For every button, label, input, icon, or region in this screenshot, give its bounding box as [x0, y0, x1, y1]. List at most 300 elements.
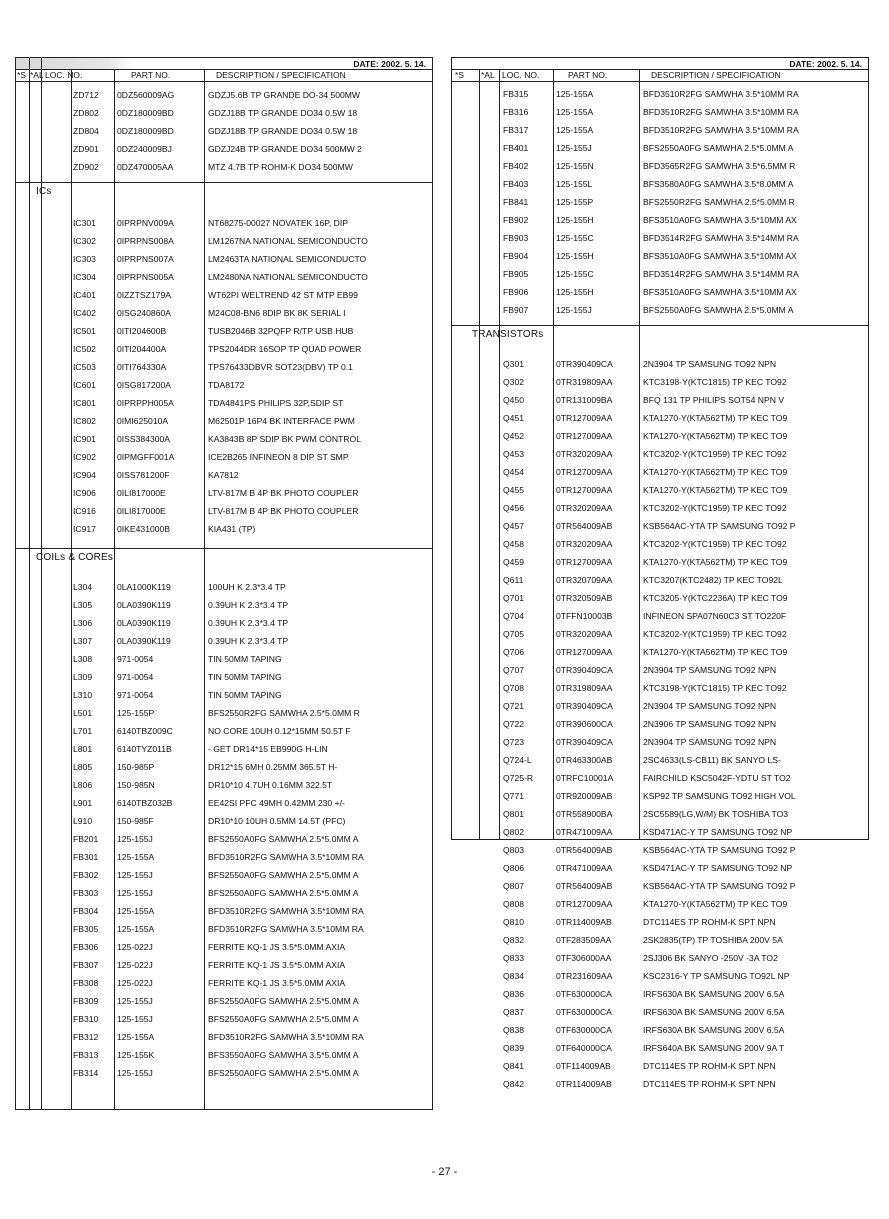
- description-cell: GDZJ18B TP GRANDE DO34 0.5W 18: [208, 108, 358, 118]
- description-cell: KTC3205-Y(KTC2236A) TP KEC TO9: [643, 593, 788, 603]
- part-no-cell: 0TR320209AA: [556, 503, 613, 513]
- description-cell: FERRITE KQ-1 JS 3.5*5.0MM AXIA: [208, 942, 346, 952]
- loc-no-cell: FB313: [73, 1050, 99, 1060]
- part-no-cell: 0DZ180009BD: [117, 126, 174, 136]
- description-cell: LM1267NA NATIONAL SEMICONDUCTO: [208, 236, 368, 246]
- part-no-cell: 125-022J: [117, 942, 153, 952]
- part-no-cell: 0IPRPNS005A: [117, 272, 174, 282]
- table-row: [16, 578, 432, 596]
- part-no-cell: 0TR114009AB: [556, 917, 612, 927]
- description-cell: BFS2550A0FG SAMWHA 2.5*5.0MM A: [643, 143, 794, 153]
- part-no-cell: 0TR127009AA: [556, 647, 613, 657]
- description-cell: 2N3904 TP SAMSUNG TO92 NPN: [643, 701, 777, 711]
- loc-no-cell: ZD804: [73, 126, 99, 136]
- loc-no-cell: Q842: [503, 1079, 525, 1089]
- col-s-header: *S: [17, 70, 26, 80]
- description-cell: KTC3207(KTC2482) TP KEC TO92L: [643, 575, 783, 585]
- part-no-cell: 0IPMGFF001A: [117, 452, 175, 462]
- part-no-cell: 0TR390409CA: [556, 359, 613, 369]
- loc-no-cell: Q458: [503, 539, 525, 549]
- description-cell: BFS2550A0FG SAMWHA 2.5*5.0MM A: [208, 834, 359, 844]
- loc-no-cell: L501: [73, 708, 93, 718]
- table-row: [452, 733, 868, 751]
- table-row: [452, 823, 868, 841]
- description-cell: BFD3514R2FG SAMWHA 3.5*14MM RA: [643, 233, 799, 243]
- part-no-cell: 0TR390600CA: [556, 719, 613, 729]
- table-row: [452, 445, 868, 463]
- part-no-cell: 125-155A: [117, 852, 155, 862]
- part-no-cell: 0TR231609AA: [556, 971, 613, 981]
- section-rule: [16, 182, 432, 183]
- loc-no-cell: Q807: [503, 881, 525, 891]
- loc-no-cell: ZD902: [73, 162, 99, 172]
- table-row: [16, 758, 432, 776]
- part-no-cell: 0IPRPPH005A: [117, 398, 174, 408]
- table-row: [452, 643, 868, 661]
- table-row: [452, 1003, 868, 1021]
- loc-no-cell: Q708: [503, 683, 525, 693]
- description-cell: M62501P 16P4 BK INTERFACE PWM: [208, 416, 355, 426]
- loc-no-cell: Q453: [503, 449, 525, 459]
- part-no-cell: 0DZ470005AA: [117, 162, 174, 172]
- col-desc-header: DESCRIPTION / SPECIFICATION: [651, 70, 781, 80]
- part-no-cell: 0ITI764330A: [117, 362, 167, 372]
- table-row: [452, 517, 868, 535]
- description-cell: BFS2550A0FG SAMWHA 2.5*5.0MM A: [208, 1068, 359, 1078]
- part-no-cell: 125-155K: [117, 1050, 155, 1060]
- loc-no-cell: ZD901: [73, 144, 99, 154]
- table-row: [452, 355, 868, 373]
- table-row: [452, 463, 868, 481]
- table-row: [16, 104, 432, 122]
- description-cell: DTC114ES TP ROHM-K SPT NPN: [643, 1061, 776, 1071]
- description-cell: DR10*10 10UH 0.5MM 14.5T (PFC): [208, 816, 346, 826]
- table-row: [16, 920, 432, 938]
- part-no-cell: 0TR127009AA: [556, 557, 613, 567]
- part-no-cell: 0TR564009AB: [556, 845, 613, 855]
- part-no-cell: 0TR920009AB: [556, 791, 613, 801]
- loc-no-cell: FB902: [503, 215, 529, 225]
- table-row: [16, 668, 432, 686]
- description-cell: MTZ 4.7B TP ROHM-K DO34 500MW: [208, 162, 353, 172]
- description-cell: TPS76433DBVR SOT23(DBV) TP 0.1: [208, 362, 353, 372]
- table-row: [16, 122, 432, 140]
- loc-no-cell: IC501: [73, 326, 96, 336]
- section-rule: [16, 548, 432, 549]
- loc-no-cell: Q457: [503, 521, 525, 531]
- table-row: [452, 715, 868, 733]
- col-part-header: PART NO.: [131, 70, 171, 80]
- table-row: [16, 466, 432, 484]
- description-cell: 2N3904 TP SAMSUNG TO92 NPN: [643, 665, 777, 675]
- part-no-cell: 0TR127009AA: [556, 413, 613, 423]
- loc-no-cell: Q451: [503, 413, 525, 423]
- loc-no-cell: Q802: [503, 827, 525, 837]
- description-cell: GDZJ24B TP GRANDE DO34 500MW 2: [208, 144, 362, 154]
- part-no-cell: 0TF640000CA: [556, 1043, 612, 1053]
- part-no-cell: 0TR390409CA: [556, 665, 613, 675]
- table-row: [452, 805, 868, 823]
- loc-no-cell: L304: [73, 582, 93, 592]
- loc-no-cell: FB403: [503, 179, 529, 189]
- table-row: [16, 938, 432, 956]
- loc-no-cell: FB308: [73, 978, 99, 988]
- table-row: [16, 250, 432, 268]
- description-cell: KSP92 TP SAMSUNG TO92 HIGH VOL: [643, 791, 796, 801]
- description-cell: DR12*15 6MH 0.25MM 365.5T H-: [208, 762, 338, 772]
- loc-no-cell: Q834: [503, 971, 525, 981]
- loc-no-cell: L308: [73, 654, 93, 664]
- loc-no-cell: IC503: [73, 362, 96, 372]
- table-row: [16, 722, 432, 740]
- description-cell: BFS2550A0FG SAMWHA 2.5*5.0MM A: [208, 1014, 359, 1024]
- description-cell: KTA1270-Y(KTA562TM) TP KEC TO9: [643, 467, 788, 477]
- part-no-cell: 0TR558900BA: [556, 809, 613, 819]
- description-cell: IRFS640A BK SAMSUNG 200V 9A T: [643, 1043, 785, 1053]
- loc-no-cell: IC904: [73, 470, 96, 480]
- loc-no-cell: Q837: [503, 1007, 525, 1017]
- loc-no-cell: FB201: [73, 834, 99, 844]
- table-row: [452, 967, 868, 985]
- description-cell: KSB564AC-YTA TP SAMSUNG TO92 P: [643, 845, 796, 855]
- loc-no-cell: FB317: [503, 125, 529, 135]
- description-cell: TDA8172: [208, 380, 245, 390]
- loc-no-cell: L306: [73, 618, 93, 628]
- table-row: [452, 877, 868, 895]
- loc-no-cell: Q459: [503, 557, 525, 567]
- loc-no-cell: L910: [73, 816, 93, 826]
- part-no-cell: 0TR127009AA: [556, 485, 613, 495]
- description-cell: BFD3514R2FG SAMWHA 3.5*14MM RA: [643, 269, 799, 279]
- page-number: - 27 -: [431, 1166, 458, 1178]
- loc-no-cell: FB903: [503, 233, 529, 243]
- part-no-cell: 0TR131009BA: [556, 395, 613, 405]
- part-no-cell: 0TR320709AA: [556, 575, 613, 585]
- part-no-cell: 0TR114009AB: [556, 1079, 612, 1089]
- loc-no-cell: FB841: [503, 197, 529, 207]
- part-no-cell: 0TFFN10003B: [556, 611, 613, 621]
- part-no-cell: 125-155H: [556, 215, 594, 225]
- table-row: [16, 214, 432, 232]
- loc-no-cell: IC401: [73, 290, 96, 300]
- description-cell: NO CORE 10UH 0.12*15MM 50.5T F: [208, 726, 351, 736]
- part-no-cell: 125-155J: [117, 888, 153, 898]
- description-cell: ICE2B265 INFINEON 8 DIP ST SMP: [208, 452, 349, 462]
- parts-table-left: [15, 57, 433, 1110]
- table-row: [16, 502, 432, 520]
- table-row: [452, 1075, 868, 1093]
- part-no-cell: 125-155P: [117, 708, 155, 718]
- description-cell: LTV-817M B 4P BK PHOTO COUPLER: [208, 506, 359, 516]
- loc-no-cell: FB402: [503, 161, 529, 171]
- section-header-ics: [16, 182, 432, 200]
- table-row: [452, 931, 868, 949]
- part-no-cell: 150-985P: [117, 762, 155, 772]
- part-no-cell: 6140TBZ009C: [117, 726, 173, 736]
- table-row: [16, 412, 432, 430]
- description-cell: BFD3510R2FG SAMWHA 3.5*10MM RA: [643, 125, 799, 135]
- description-cell: KSB564AC-YTA TP SAMSUNG TO92 P: [643, 881, 796, 891]
- table-row: [16, 484, 432, 502]
- part-no-cell: 125-155H: [556, 287, 594, 297]
- loc-no-cell: FB303: [73, 888, 99, 898]
- col-part-header: PART NO.: [568, 70, 608, 80]
- table-row: [452, 769, 868, 787]
- col-loc-header: LOC. NO.: [45, 70, 83, 80]
- table-row: [16, 974, 432, 992]
- part-no-cell: 125-155J: [556, 305, 592, 315]
- description-cell: NT68275-00027 NOVATEK 16P, DIP: [208, 218, 348, 228]
- table-row: [16, 704, 432, 722]
- loc-no-cell: Q838: [503, 1025, 525, 1035]
- table-row: [452, 427, 868, 445]
- col-s-header: *S: [455, 70, 464, 80]
- part-no-cell: 0TR390409CA: [556, 737, 613, 747]
- loc-no-cell: Q806: [503, 863, 525, 873]
- description-cell: BFS2550A0FG SAMWHA 2.5*5.0MM A: [643, 305, 794, 315]
- description-cell: BFD3510R2FG SAMWHA 3.5*10MM RA: [208, 1032, 364, 1042]
- part-no-cell: 0TR127009AA: [556, 899, 613, 909]
- part-no-cell: 0IZZTSZ179A: [117, 290, 171, 300]
- part-no-cell: 125-022J: [117, 960, 153, 970]
- table-row: [16, 158, 432, 176]
- table-row: [16, 1064, 432, 1082]
- section-rule: [452, 325, 868, 326]
- part-no-cell: 0TR320209AA: [556, 629, 613, 639]
- part-no-cell: 125-155J: [556, 143, 592, 153]
- loc-no-cell: Q302: [503, 377, 525, 387]
- table-row: [452, 157, 868, 175]
- part-no-cell: 0IKE431000B: [117, 524, 171, 534]
- table-row: [452, 985, 868, 1003]
- description-cell: BFD3510R2FG SAMWHA 3.5*10MM RA: [208, 906, 364, 916]
- description-cell: TIN 50MM TAPING: [208, 690, 282, 700]
- description-cell: 2N3904 TP SAMSUNG TO92 NPN: [643, 359, 777, 369]
- description-cell: BFD3565R2FG SAMWHA 3.5*6.5MM R: [643, 161, 796, 171]
- part-no-cell: 0TR320209AA: [556, 539, 613, 549]
- loc-no-cell: IC916: [73, 506, 96, 516]
- part-no-cell: 0ILI817000E: [117, 506, 166, 516]
- description-cell: KTA1270-Y(KTA562TM) TP KEC TO9: [643, 485, 788, 495]
- part-no-cell: 971-0054: [117, 690, 154, 700]
- description-cell: TIN 50MM TAPING: [208, 672, 282, 682]
- table-row: [16, 394, 432, 412]
- loc-no-cell: L901: [73, 798, 93, 808]
- part-no-cell: 0TR390409CA: [556, 701, 613, 711]
- loc-no-cell: FB401: [503, 143, 529, 153]
- part-no-cell: 0ITI204600B: [117, 326, 167, 336]
- date-header: DATE: 2002. 5. 14.: [16, 58, 432, 70]
- part-no-cell: 125-155J: [117, 834, 153, 844]
- description-cell: LTV-817M B 4P BK PHOTO COUPLER: [208, 488, 359, 498]
- table-row: [16, 614, 432, 632]
- column-header-row: [16, 70, 432, 82]
- col-al-header: *AL: [30, 70, 44, 80]
- description-cell: BFS2550A0FG SAMWHA 2.5*5.0MM A: [208, 870, 359, 880]
- part-no-cell: 0TR471009AA: [556, 863, 613, 873]
- description-cell: TUSB2046B 32PQFP R/TP USB HUB: [208, 326, 354, 336]
- table-row: [16, 340, 432, 358]
- part-no-cell: 150-985F: [117, 816, 154, 826]
- part-no-cell: 0TF630000CA: [556, 1007, 612, 1017]
- description-cell: FERRITE KQ-1 JS 3.5*5.0MM AXIA: [208, 960, 346, 970]
- transistor-list: [452, 355, 868, 1093]
- loc-no-cell: IC901: [73, 434, 96, 444]
- description-cell: IRFS630A BK SAMSUNG 200V 6.5A: [643, 1007, 785, 1017]
- part-no-cell: 0TR319809AA: [556, 377, 613, 387]
- loc-no-cell: IC917: [73, 524, 96, 534]
- part-no-cell: 0TR564009AB: [556, 881, 613, 891]
- part-no-cell: 150-985N: [117, 780, 155, 790]
- spacer: [452, 343, 868, 355]
- description-cell: KTC3198-Y(KTC1815) TP KEC TO92: [643, 377, 787, 387]
- table-row: [16, 776, 432, 794]
- part-no-cell: 0LA1000K119: [117, 582, 171, 592]
- loc-no-cell: IC301: [73, 218, 96, 228]
- table-row: [452, 373, 868, 391]
- loc-no-cell: Q721: [503, 701, 525, 711]
- section-header-transistors: [452, 325, 868, 343]
- table-row: [452, 229, 868, 247]
- description-cell: DR10*10 4.7UH 0.16MM 322.5T: [208, 780, 333, 790]
- loc-no-cell: Q455: [503, 485, 525, 495]
- description-cell: KTC3198-Y(KTC1815) TP KEC TO92: [643, 683, 787, 693]
- loc-no-cell: Q701: [503, 593, 525, 603]
- loc-no-cell: IC801: [73, 398, 96, 408]
- loc-no-cell: Q832: [503, 935, 525, 945]
- loc-no-cell: Q706: [503, 647, 525, 657]
- description-cell: FERRITE KQ-1 JS 3.5*5.0MM AXIA: [208, 978, 346, 988]
- part-no-cell: 0TF283509AA: [556, 935, 612, 945]
- table-row: [16, 956, 432, 974]
- part-no-cell: 125-155A: [556, 89, 594, 99]
- loc-no-cell: Q611: [503, 575, 524, 585]
- part-no-cell: 125-155A: [556, 125, 594, 135]
- loc-no-cell: FB302: [73, 870, 99, 880]
- loc-no-cell: IC906: [73, 488, 96, 498]
- table-row: [16, 232, 432, 250]
- loc-no-cell: IC303: [73, 254, 96, 264]
- loc-no-cell: Q833: [503, 953, 525, 963]
- part-no-cell: 6140TBZ032B: [117, 798, 173, 808]
- table-row: [16, 286, 432, 304]
- part-no-cell: 125-155A: [556, 107, 594, 117]
- part-no-cell: 0TR463300AB: [556, 755, 613, 765]
- part-no-cell: 0TRFC10001A: [556, 773, 614, 783]
- description-cell: KSC2316-Y TP SAMSUNG TO92L NP: [643, 971, 790, 981]
- description-cell: KTC3202-Y(KTC1959) TP KEC TO92: [643, 629, 787, 639]
- description-cell: 2SK2835(TP) TP TOSHIBA 200V 5A: [643, 935, 783, 945]
- description-cell: KTC3202-Y(KTC1959) TP KEC TO92: [643, 503, 787, 513]
- table-row: [16, 376, 432, 394]
- loc-no-cell: L305: [73, 600, 93, 610]
- table-row: [16, 140, 432, 158]
- description-cell: KA3843B 8P SDIP BK PWM CONTROL: [208, 434, 361, 444]
- loc-no-cell: FB905: [503, 269, 529, 279]
- loc-no-cell: IC502: [73, 344, 96, 354]
- loc-no-cell: FB315: [503, 89, 529, 99]
- description-cell: KTA1270-Y(KTA562TM) TP KEC TO9: [643, 647, 788, 657]
- description-cell: BFD3510R2FG SAMWHA 3.5*10MM RA: [208, 852, 364, 862]
- description-cell: KSD471AC-Y TP SAMSUNG TO92 NP: [643, 863, 793, 873]
- loc-no-cell: Q724-L: [503, 755, 532, 765]
- loc-no-cell: FB305: [73, 924, 99, 934]
- description-cell: 2N3904 TP SAMSUNG TO92 NPN: [643, 737, 777, 747]
- description-cell: IRFS630A BK SAMSUNG 200V 6.5A: [643, 1025, 785, 1035]
- part-no-cell: 125-155C: [556, 233, 594, 243]
- part-no-cell: 0ISG240860A: [117, 308, 171, 318]
- table-row: [452, 247, 868, 265]
- table-row: [452, 949, 868, 967]
- part-no-cell: 0IPRPNS008A: [117, 236, 174, 246]
- description-cell: DTC114ES TP ROHM-K SPT NPN: [643, 917, 776, 927]
- part-no-cell: 0TR471009AA: [556, 827, 613, 837]
- table-row: [452, 1057, 868, 1075]
- table-row: [16, 448, 432, 466]
- loc-no-cell: Q808: [503, 899, 525, 909]
- part-no-cell: 971-0054: [117, 672, 154, 682]
- part-no-cell: 0TF630000CA: [556, 1025, 612, 1035]
- loc-no-cell: Q452: [503, 431, 525, 441]
- part-no-cell: 125-155L: [556, 179, 593, 189]
- description-cell: KTA1270-Y(KTA562TM) TP KEC TO9: [643, 413, 788, 423]
- description-cell: FAIRCHILD KSC5042F-YDTU ST TO2: [643, 773, 791, 783]
- description-cell: 0.39UH K 2.3*3.4 TP: [208, 636, 289, 646]
- table-row: [452, 499, 868, 517]
- description-cell: KTA1270-Y(KTA562TM) TP KEC TO9: [643, 899, 788, 909]
- loc-no-cell: ZD802: [73, 108, 99, 118]
- loc-no-cell: Q454: [503, 467, 525, 477]
- loc-no-cell: FB906: [503, 287, 529, 297]
- spacer: [16, 200, 432, 214]
- zener-diode-list: [16, 86, 432, 176]
- loc-no-cell: Q722: [503, 719, 525, 729]
- part-no-cell: 6140TYZ011B: [117, 744, 172, 754]
- loc-no-cell: IC802: [73, 416, 96, 426]
- description-cell: INFINEON SPA07N60C3 ST TO220F: [643, 611, 787, 621]
- table-row: [16, 1046, 432, 1064]
- date-header: DATE: 2002. 5. 14.: [452, 58, 868, 70]
- table-row: [452, 391, 868, 409]
- table-row: [16, 1028, 432, 1046]
- description-cell: BFS2550A0FG SAMWHA 2.5*5.0MM A: [208, 888, 359, 898]
- table-row: [452, 895, 868, 913]
- part-no-cell: 125-155J: [117, 1068, 153, 1078]
- part-no-cell: 125-155A: [117, 1032, 155, 1042]
- part-no-cell: 125-155A: [117, 924, 155, 934]
- table-row: [16, 686, 432, 704]
- table-row: [452, 175, 868, 193]
- table-row: [16, 304, 432, 322]
- table-row: [16, 812, 432, 830]
- table-row: [452, 697, 868, 715]
- table-row: [16, 884, 432, 902]
- table-row: [16, 992, 432, 1010]
- part-no-cell: 0DZ240009BJ: [117, 144, 172, 154]
- loc-no-cell: Q723: [503, 737, 525, 747]
- loc-no-cell: L701: [73, 726, 93, 736]
- part-no-cell: 0LA0390K119: [117, 600, 171, 610]
- table-row: [16, 430, 432, 448]
- table-row: [16, 866, 432, 884]
- section-title: TRANSISTORs: [472, 329, 544, 340]
- part-no-cell: 971-0054: [117, 654, 154, 664]
- loc-no-cell: Q839: [503, 1043, 525, 1053]
- table-row: [16, 632, 432, 650]
- loc-no-cell: Q841: [503, 1061, 525, 1071]
- loc-no-cell: L309: [73, 672, 93, 682]
- description-cell: EE42SI PFC 49MH 0.42MM 230 +/-: [208, 798, 345, 808]
